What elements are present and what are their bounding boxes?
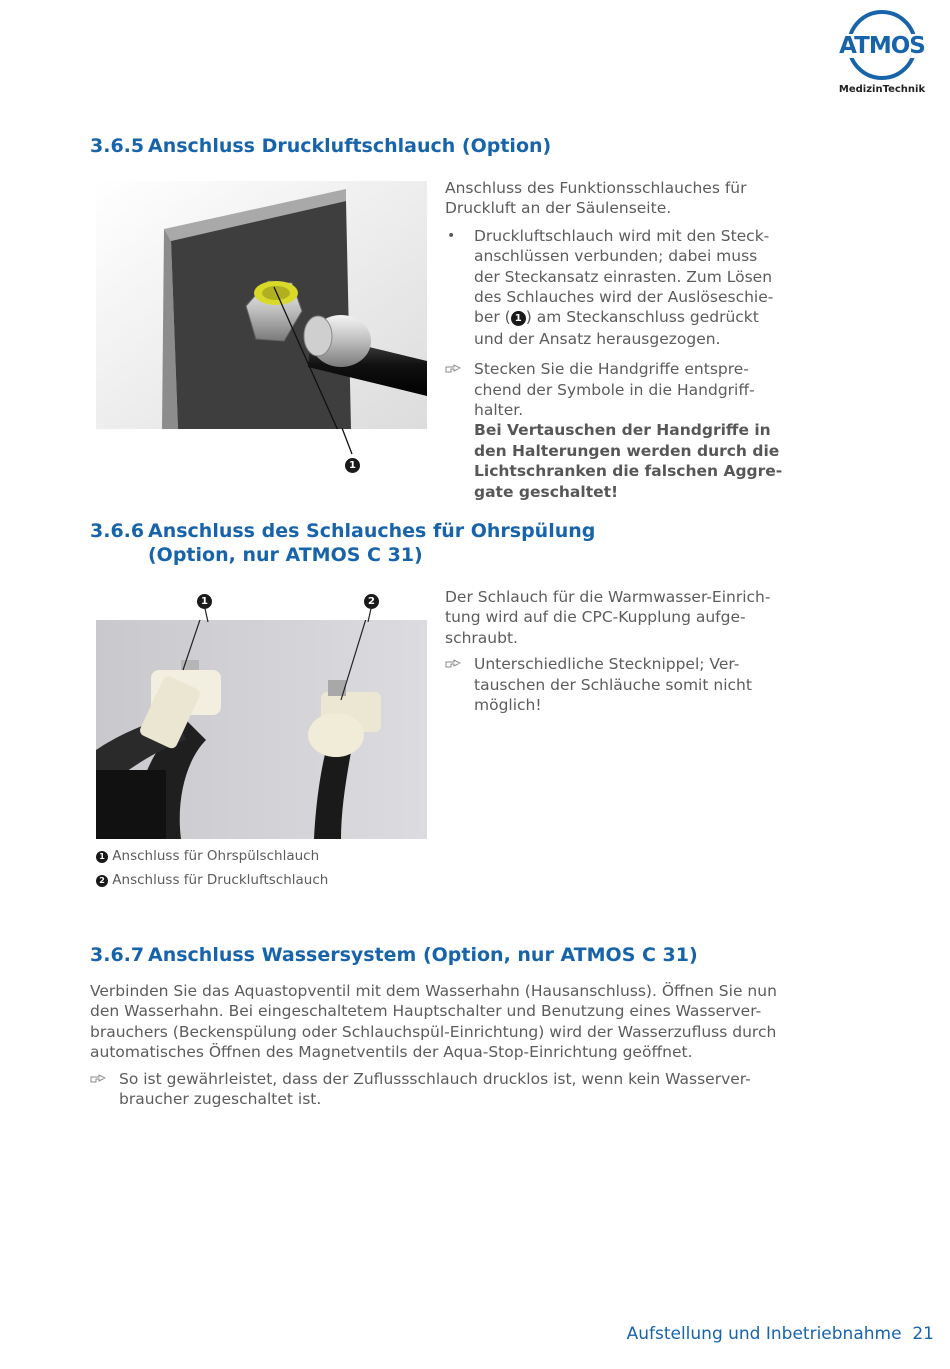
section-3-6-5-text bbox=[445, 178, 805, 502]
bullet-line: des Schlauches wird der Auslöseschie- bbox=[474, 288, 774, 307]
callout-marker: 1 bbox=[197, 594, 212, 609]
hint-line: tauschen der Schläuche somit nicht bbox=[474, 675, 752, 694]
section-title-cont: (Option, nur ATMOS C 31) bbox=[148, 544, 423, 566]
caption-text: Anschluss für Ohrspülschlauch bbox=[112, 848, 320, 864]
hint-line: möglich! bbox=[474, 696, 542, 715]
page-number: 21 bbox=[912, 1324, 934, 1344]
hint-line: halter. bbox=[474, 401, 524, 420]
bullet-item bbox=[445, 226, 805, 349]
chapter-title: Aufstellung und Inbetriebnahme bbox=[626, 1324, 902, 1344]
text-line: den Wasserhahn. Bei eingeschaltetem Hauptschalter und Benutzung eines Wasserver- bbox=[90, 1002, 762, 1021]
page-footer bbox=[627, 1324, 934, 1344]
section-number: 3.6.7 bbox=[90, 944, 145, 966]
section-heading-3-6-6 bbox=[90, 519, 595, 567]
section-3-6-6-text bbox=[445, 587, 805, 715]
caption-marker: 2 bbox=[96, 875, 108, 887]
text-line: brauchers (Beckenspülung oder Schlauchspül-Einrichtung) wird der Wasserzufluss durch bbox=[90, 1022, 777, 1041]
bullet-line: anschlüssen verbunden; dabei muss bbox=[474, 247, 758, 266]
pointing-hand-icon bbox=[90, 1074, 106, 1084]
hint-line: Stecken Sie die Handgriffe entspre- bbox=[474, 360, 749, 379]
callout-leader-line bbox=[340, 428, 355, 456]
section-heading-3-6-5 bbox=[90, 134, 551, 158]
bullet-icon: • bbox=[447, 227, 456, 244]
inline-marker: 1 bbox=[511, 311, 526, 326]
hint-line: chend der Symbole in die Handgriff- bbox=[474, 380, 755, 399]
section-title: Anschluss Druckluftschlauch (Option) bbox=[148, 135, 552, 157]
pointing-hand-icon bbox=[445, 364, 461, 374]
bullet-line: Druckluftschlauch wird mit den Steck- bbox=[474, 226, 770, 245]
section-3-6-7-text bbox=[90, 981, 810, 1109]
atmos-tagline: MedizinTechnik bbox=[838, 84, 926, 95]
compressed-air-connector-photo bbox=[96, 181, 427, 429]
caption-marker: 1 bbox=[96, 851, 108, 863]
hint-item bbox=[445, 654, 805, 715]
hint-item bbox=[90, 1069, 810, 1110]
callout-leader-lines bbox=[180, 600, 380, 622]
atmos-logo bbox=[832, 8, 932, 98]
section-heading-3-6-7 bbox=[90, 943, 698, 967]
callout-marker: 2 bbox=[364, 594, 379, 609]
text-line: schraubt. bbox=[445, 628, 518, 647]
hint-item bbox=[445, 359, 805, 502]
image-callout-1 bbox=[345, 454, 360, 473]
section-number: 3.6.6 bbox=[90, 520, 145, 542]
bullet-text: ber ( bbox=[474, 308, 511, 327]
warning-line: gate geschaltet! bbox=[474, 482, 619, 501]
pointing-hand-icon bbox=[445, 659, 461, 669]
text-line: tung wird auf die CPC-Kupplung aufge- bbox=[445, 608, 746, 627]
warning-line: Lichtschranken die falschen Aggre- bbox=[474, 462, 783, 481]
bullet-line: der Steckansatz einrasten. Zum Lösen bbox=[474, 267, 773, 286]
hint-line: Unterschiedliche Stecknippel; Ver- bbox=[474, 655, 740, 674]
bullet-line bbox=[474, 307, 805, 327]
bullet-line: und der Ansatz herausgezogen. bbox=[474, 329, 721, 348]
caption-2 bbox=[96, 871, 328, 889]
callout-marker: 1 bbox=[345, 458, 360, 473]
atmos-logo-text: ATMOS bbox=[839, 33, 925, 59]
bullet-text: ) am Steckanschluss gedrückt bbox=[525, 308, 759, 327]
text-line: automatisches Öffnen des Magnetventils der Aqua-Stop-Einrichtung geöffnet. bbox=[90, 1043, 693, 1062]
warning-line: Bei Vertauschen der Handgriffe in bbox=[474, 421, 771, 440]
warning-line: den Halterungen werden durch die bbox=[474, 441, 780, 460]
caption-text: Anschluss für Druckluftschlauch bbox=[112, 872, 329, 888]
text-line: Der Schlauch für die Warmwasser-Einrich- bbox=[445, 588, 771, 606]
section-title: Anschluss des Schlauches für Ohrspülung bbox=[148, 520, 596, 542]
text-line: Verbinden Sie das Aquastopventil mit dem Wasserhahn (Hausanschluss). Öffnen Sie nun bbox=[90, 982, 777, 1000]
section-number: 3.6.5 bbox=[90, 135, 145, 157]
intro-line: Druckluft an der Säulenseite. bbox=[445, 199, 672, 218]
hint-line: braucher zugeschaltet ist. bbox=[119, 1090, 322, 1109]
caption-1 bbox=[96, 847, 319, 865]
intro-line: Anschluss des Funktionsschlauches für bbox=[445, 179, 747, 197]
hint-line: So ist gewährleistet, dass der Zuflussschlauch drucklos ist, wenn kein Wasserver- bbox=[119, 1069, 751, 1088]
section-title: Anschluss Wassersystem (Option, nur ATMOS C 31) bbox=[148, 944, 698, 966]
ear-rinse-connectors-photo bbox=[96, 620, 427, 839]
